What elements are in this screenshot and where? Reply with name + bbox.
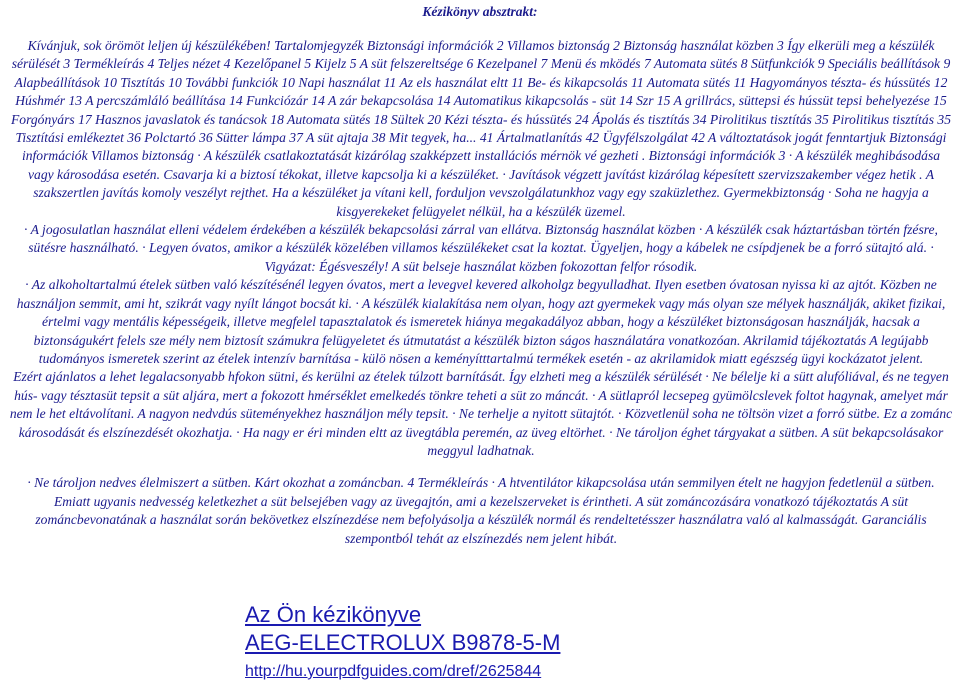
- abstract-paragraph-toc: Kívánjuk, sok örömöt leljen új készülékében! Tartalomjegyzék Biztonsági információk 2 Villamos biztonság 2 Biztonság használat közben 3 Így elkerüli meg a készülék sérülését 3 Termékleírás 4 Teljes nézet 4 Kezelőpanel 5 Kijelz 5 A süt felszereltsége 6 Kezelpanel 7 Menü és mködés 7 Automata sütés 8 Sütfunkciók 9 Speciális beállítások 9 Alapbeállítások 10 Tisztítás 10 További funkciók 10 Napi használat 11 Az els használat eltt 11 Be- és kikapcsolás 11 Automata sütés 11 Hagyományos tészta- és hússütés 12 Húshmér 13 A percszámláló beállítása 14 Funkciózár 14 A zár bekapcsolása 14 Automatikus kikapcsolás - süt 14 Szr 15 A grillrács, süttepsi és hússüt tepsi behelyezése 15 Forgónyárs 17 Hasznos javaslatok és tanácsok 18 Automata sütés 18 Sültek 20 Kézi tészta- és hússütés 24 Ápolás és tisztítás 34 Pirolitikus tisztítás 35 Pirolitikus tisztítás 35 Tisztítási emlékeztet 36 Polctartó 36 Sütter lámpa 37 A süt ajtaja 38 Mit tegyek, ha... 41 Ártalmatlanítás 42 Ügyfélszolgálat 42 A változtatások jogát fenntartjuk Biztonsági információk Villamos biztonság · A készülék csatlakoztatását kizárólag szakképzett installációs mérnök vé gezheti . Biztonsági információk 3 · A készülék meghibásodása vagy károsodása esetén. Csavarja ki a biztosí tékokat, illetve kapcsolja ki a készüléket. · Javítások végzett javítást kizárólag képesített szervizszakember végez hetik . A szakszertlen javítás komoly veszélyt rejthet. Ha a készüléket ja vítani kell, forduljon vevszolgálatunkhoz vagy egy szaküzlethez. Gyermekbiztonság · Soha ne hagyja a kisgyerekeket felügyelet nélkül, ha a készülék üzemel.: [11, 38, 951, 219]
- abstract-paragraph-alcohol-acrylamide: · Az alkoholtartalmú ételek sütben való készítésénél legyen óvatos, mert a levegvel kevered alkoholgz begyulladhat. Ilyen esetben óvatosan nyissa ki az ajtót. Közben ne használjon semmit, ami ht, szikrát vagy nyílt lángot bocsát ki. · A készülék kialakítása nem olyan, hogy azt gyermekek vagy más olyan sze mélyek használják, akiket fizikai, értelmi vagy mentális képességeik, illetve megfelel tapasztalatok és ismeretek hiánya megakadályoz abban, hogy a készüléket biztonságosan használják, hacsak a biztonságukért felels sze mély nem biztosít számukra felügyeletet és útmutatást a készülék bizton ságos használatára vonatkozóan. Akrilamid tájékoztatás A legújabb tudományos ismeretek szerint az ételek intenzív barnítása - külö nösen a keményítttartalmú termékek esetén - az akrilamidok miatt egészség ügyi kockázatot jelent.: [16, 277, 946, 366]
- manual-model-link[interactable]: AEG-ELECTROLUX B9878-5-M: [245, 630, 561, 655]
- abstract-paragraph-safety-use: · A jogosulatlan használat elleni védelem érdekében a készülék bekapcsolási zárral van ellátva. Biztonság használat közben · A készülék csak háztartásban történ fzésre, sütésre használható. · Legyen óvatos, amikor a készülék közelében villamos készülékeket csat la koztat. Ügyeljen, hogy a kábelek ne csípdjenek be a forró sütajtó alá. · Vigyázat: Égésveszély! A süt belseje használat közben fokozottan felfor rósodik.: [24, 222, 938, 274]
- manual-title-link[interactable]: Az Ön kézikönyve: [245, 602, 422, 627]
- manual-url-link[interactable]: http://hu.yourpdfguides.com/dref/2625844: [245, 663, 542, 680]
- manual-link-block: [245, 601, 560, 683]
- page-title: Kézikönyv absztrakt:: [422, 4, 538, 19]
- abstract-paragraph-damage-prevention: Ezért ajánlatos a lehet legalacsonyabb hfokon sütni, és kerülni az ételek túlzott barnítását. Így elzheti meg a készülék sérülését · Ne bélelje ki a sütt alufóliával, és ne tegyen hús- vagy tésztasüt tepsit a süt aljára, mert a fokozott hmérséklet emelkedés tönkre teheti a süt zo máncát. · A sütlapról lecsepeg gyümölcslevek foltot hagynak, amelyet már nem le het eltávolítani. A nagyon nedvdús süteményekhez használjon mély tepsit. · Ne terhelje a nyitott sütajtót. · Közvetlenül soha ne töltsön vizet a forró sütbe. Ez a zománc károsodását és elszínezdését okozhatja. · Ha nagy er éri minden eltt az üvegtábla peremén, az üveg eltörhet. · Ne tároljon éghet tárgyakat a sütben. A süt bekapcsolásakor meggyul ladhatnak.: [9, 369, 953, 458]
- abstract-body: [8, 37, 954, 548]
- abstract-paragraph-enamel: · Ne tároljon nedves élelmiszert a sütben. Kárt okozhat a zománcban. 4 Termékleírás · A htventilátor kikapcsolása után semmilyen ételt ne hagyjon fedetlenül a sütben. Emiatt ugyanis nedvesség keletkezhet a süt belsejében vagy az üvegajtón, ami a kezelszerveket is érintheti. A süt zománcozására vonatkozó tájékoztatás A süt zománcbevonatának a használat során bekövetkez elszínezdése nem befolyásolja a készülék normál és rendeltetésszer használatra való al kalmasságát. Garanciális szempontból tehát az elszínezdés nem jelent hibát.: [27, 475, 935, 546]
